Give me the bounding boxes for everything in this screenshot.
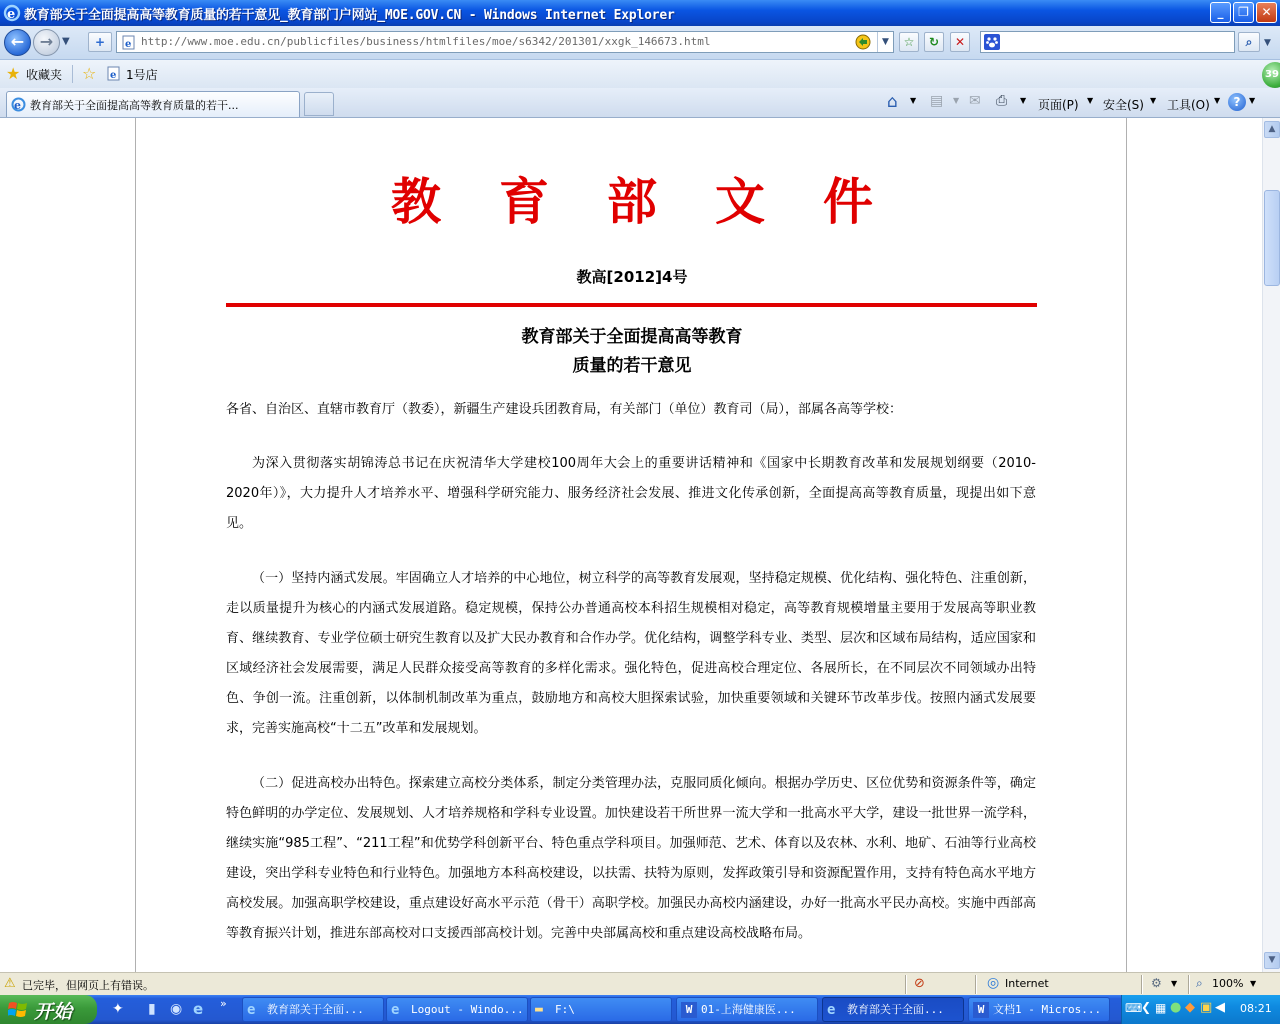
stop-icon[interactable]: ✕ — [950, 32, 970, 52]
page-icon — [106, 66, 121, 81]
quicklaunch-more-icon[interactable]: » — [220, 997, 227, 1010]
new-tab-button[interactable] — [304, 92, 334, 116]
notification-badge[interactable]: 39 — [1262, 62, 1280, 88]
window-title-bar[interactable] — [0, 0, 1280, 26]
word-task-icon: W — [681, 1002, 697, 1018]
taskbar-item-label: 文档1 - Micros... — [993, 1003, 1102, 1016]
home-dropdown-icon[interactable]: ▼ — [910, 96, 917, 105]
start-button[interactable] — [0, 995, 97, 1024]
tab-bar — [0, 88, 1280, 118]
keyboard-icon[interactable]: ⌨ — [1125, 1001, 1143, 1015]
svg-text:e: e — [110, 70, 117, 81]
svg-text:e: e — [14, 99, 21, 112]
status-text: 已完毕，但网页上有错误。 — [22, 979, 154, 992]
taskbar-item[interactable] — [676, 997, 818, 1022]
help-icon[interactable]: ? — [1228, 93, 1246, 111]
start-label: 开始 — [34, 1001, 73, 1023]
quicklaunch-media-icon[interactable]: ◉ — [170, 1001, 183, 1017]
intro-paragraph: 为深入贯彻落实胡锦涛总书记在庆祝清华大学建校100周年大会上的重要讲话精神和《国家中长期教育改革和发展规划纲要（2010-2020年）》，大力提升人才培养水平、增强科学研究能力、服务经济社会发展、推进文化传承创新，全面提高高等教育质量，现提出如下意见。 — [226, 456, 1036, 531]
scroll-up-arrow[interactable]: ▲ — [1264, 121, 1280, 138]
new-tab-icon[interactable]: + — [88, 32, 112, 52]
tools-menu-dropdown-icon: ▼ — [1214, 96, 1221, 105]
add-favorite-icon[interactable]: ☆ — [82, 64, 97, 83]
forward-button[interactable]: → — [33, 29, 60, 56]
document-number: 教高[2012]4号 — [576, 268, 688, 286]
red-divider-line — [226, 303, 1037, 307]
address-url: http://www.moe.edu.cn/publicfiles/business/htmlfiles/moe/s6342/201301/xxgk_146673.html — [141, 35, 711, 48]
feeds-icon[interactable]: ▤ — [930, 93, 944, 109]
svg-text:e: e — [7, 7, 16, 22]
taskbar-item-label: Logout - Windo... — [411, 1003, 524, 1016]
zoom-dropdown-icon[interactable]: ▼ — [1250, 979, 1257, 988]
search-options-icon[interactable]: ▼ — [1264, 38, 1271, 48]
search-input[interactable] — [980, 31, 1235, 53]
internet-zone-icon: ◎ — [987, 975, 1000, 991]
privacy-icon[interactable]: ⊘ — [914, 976, 925, 991]
word-task-icon: W — [973, 1002, 989, 1018]
status-bar — [0, 972, 1280, 995]
page-viewport — [0, 118, 1262, 972]
ime-icon[interactable]: ▦ — [1155, 1001, 1167, 1015]
feeds-dropdown-icon[interactable]: ▼ — [953, 96, 960, 105]
status-divider — [1188, 975, 1190, 994]
safety-menu-dropdown-icon: ▼ — [1150, 96, 1157, 105]
status-divider — [975, 975, 977, 994]
tools-menu[interactable]: 工具(O) — [1167, 98, 1210, 112]
quicklaunch-app-icon[interactable]: ✦ — [112, 1001, 124, 1017]
section-2-paragraph: （二）促进高校办出特色。探索建立高校分类体系，制定分类管理办法，克服同质化倾向。根据办学历史、区位优势和资源条件等，确定特色鲜明的办学定位、发展规划、人才培养规格和学科专业设置。加快建设若干所世界一流大学和一批高水平大学，建设一批世界一流学科，继续实施“985工程”、“211工程”和优势学科创新平台、特色重点学科项目。加强师范、艺术、体育以及农林、水利、地矿、石油等行业高校建设，突出学科专业特色和行业特色。加强地方本科高校建设，以扶需、扶特为原则，发挥政策引导和资源配置作用，支持有特色高水平地方高校发展。加强高职学校建设，重点建设好高水平示范（骨干）高职学校。加强民办高校内涵建设，办好一批高水平民办高校。实施中西部高等教育振兴计划，推进东部高校对口支援西部高校计划。完善中央部属高校和重点建设高校战略布局。 — [226, 776, 1036, 941]
windows-logo-icon — [8, 1001, 28, 1019]
taskbar-item[interactable] — [242, 997, 384, 1022]
help-dropdown-icon[interactable]: ▼ — [1249, 96, 1256, 105]
svg-text:e: e — [125, 39, 132, 50]
taskbar-item-label: 教育部关于全面... — [267, 1003, 364, 1016]
protected-mode-dropdown-icon[interactable]: ▼ — [1171, 979, 1178, 988]
scroll-thumb[interactable] — [1264, 190, 1280, 286]
chat-icon[interactable]: ● — [1170, 1000, 1182, 1015]
print-dropdown-icon[interactable]: ▼ — [1020, 96, 1027, 105]
mail-icon[interactable]: ✉ — [969, 93, 981, 109]
vertical-scrollbar[interactable] — [1262, 118, 1280, 972]
tray-arrow-icon[interactable]: ❮ — [1141, 1000, 1152, 1014]
warning-icon[interactable]: ⚠ — [4, 976, 16, 991]
rss-compat-icon[interactable]: ☆ — [899, 32, 919, 52]
network-tray-icon[interactable]: ▣ — [1200, 1000, 1213, 1015]
address-line: 各省、自治区、直辖市教育厅（教委），新疆生产建设兵团教育局，有关部门（单位）教育司（局），部属各高等学校： — [226, 402, 903, 417]
page-menu-dropdown-icon: ▼ — [1087, 96, 1094, 105]
back-button[interactable]: ← — [4, 29, 31, 56]
ie-task-icon: e — [827, 1002, 836, 1018]
document-heading-line1: 教育部关于全面提高高等教育 — [521, 327, 743, 347]
ie-logo-icon — [3, 4, 21, 22]
baidu-paw-icon — [984, 34, 1000, 50]
favorites-button[interactable]: 收藏夹 — [26, 68, 63, 82]
ie-task-icon: e — [247, 1002, 256, 1018]
zoom-level[interactable]: 100% — [1212, 977, 1244, 990]
zoom-icon: ⌕ — [1196, 976, 1203, 990]
tab-label: 教育部关于全面提高高等教育质量的若干... — [30, 99, 239, 112]
security-tray-icon[interactable]: ◆ — [1185, 1000, 1195, 1015]
print-icon[interactable]: ⎙ — [996, 93, 1008, 109]
home-icon[interactable]: ⌂ — [887, 92, 898, 112]
maximize-button[interactable]: ❐ — [1233, 2, 1254, 23]
favorites-star-icon: ★ — [6, 64, 21, 83]
document-red-title: 教育部文件 — [391, 172, 931, 231]
quicklaunch-ie-icon[interactable]: e — [193, 1000, 204, 1018]
taskbar-item-label: F:\ — [555, 1003, 575, 1016]
clock[interactable]: 08:21 — [1240, 1002, 1272, 1015]
page-icon — [121, 35, 136, 50]
compat-view-icon[interactable] — [855, 34, 871, 50]
taskbar-item-active[interactable] — [822, 997, 964, 1022]
address-input[interactable] — [116, 31, 894, 53]
scroll-down-arrow[interactable]: ▼ — [1264, 952, 1280, 969]
taskbar-item-label: 01-上海健康医... — [701, 1003, 796, 1016]
section-1-paragraph: （一）坚持内涵式发展。牢固确立人才培养的中心地位，树立科学的高等教育发展观，坚持稳定规模、优化结构、强化特色、注重创新，走以质量提升为核心的内涵式发展道路。稳定规模，保持公办普通高校本科招生规模相对稳定，高等教育规模增量主要用于发展高等职业教育、继续教育、专业学位硕士研究生教育以及扩大民办教育和合作办学。优化结构，调整学科专业、类型、层次和区域布局结构，适应国家和区域经济社会发展需要，满足人民群众接受高等教育的多样化需求。强化特色，促进高校合理定位、各展所长，在不同层次不同领域办出特色、争创一流。注重创新，以体制机制改革为重点，鼓励地方和高校大胆探索试验，加快重要领域和关键环节改革步伐。按照内涵式发展要求，完善实施高校“十二五”改革和发展规划。 — [226, 571, 1036, 736]
security-zone-label: Internet — [1005, 977, 1049, 990]
status-divider — [905, 975, 907, 994]
folder-task-icon: ▬ — [535, 1002, 543, 1017]
history-dropdown-icon[interactable]: ▼ — [62, 36, 70, 47]
favorites-bar — [0, 60, 1280, 88]
address-dropdown-icon[interactable]: ▼ — [877, 32, 893, 52]
volume-icon[interactable]: ◀ — [1215, 1000, 1225, 1015]
taskbar-item[interactable] — [968, 997, 1110, 1022]
status-divider — [1141, 975, 1143, 994]
search-go-icon[interactable]: ⌕ — [1238, 32, 1260, 52]
taskbar-item[interactable] — [530, 997, 672, 1022]
refresh-icon[interactable]: ↻ — [924, 32, 944, 52]
document-heading-line2: 质量的若干意见 — [572, 356, 692, 376]
window-title: 教育部关于全面提高高等教育质量的若干意见_教育部门户网站_MOE.GOV.CN - Windows Internet Explorer — [24, 8, 675, 23]
favorites-divider — [72, 65, 73, 83]
ie-tab-icon — [11, 97, 26, 112]
protected-mode-icon[interactable]: ⚙ — [1151, 976, 1162, 990]
taskbar-item[interactable] — [386, 997, 528, 1022]
minimize-button[interactable]: _ — [1210, 2, 1231, 23]
quicklaunch-desktop-icon[interactable]: ▮ — [148, 1001, 156, 1017]
safety-menu[interactable]: 安全(S) — [1103, 98, 1144, 112]
taskbar — [0, 995, 1280, 1024]
taskbar-item-label: 教育部关于全面... — [847, 1003, 944, 1016]
system-tray — [1121, 995, 1280, 1024]
page-menu[interactable]: 页面(P) — [1038, 98, 1079, 112]
ie-task-icon: e — [391, 1002, 400, 1018]
document-page — [135, 118, 1127, 972]
close-button[interactable]: ✕ — [1256, 2, 1277, 23]
tab-active[interactable] — [6, 91, 300, 117]
favorite-link-label: 1号店 — [126, 68, 158, 82]
navigation-bar — [0, 26, 1280, 60]
